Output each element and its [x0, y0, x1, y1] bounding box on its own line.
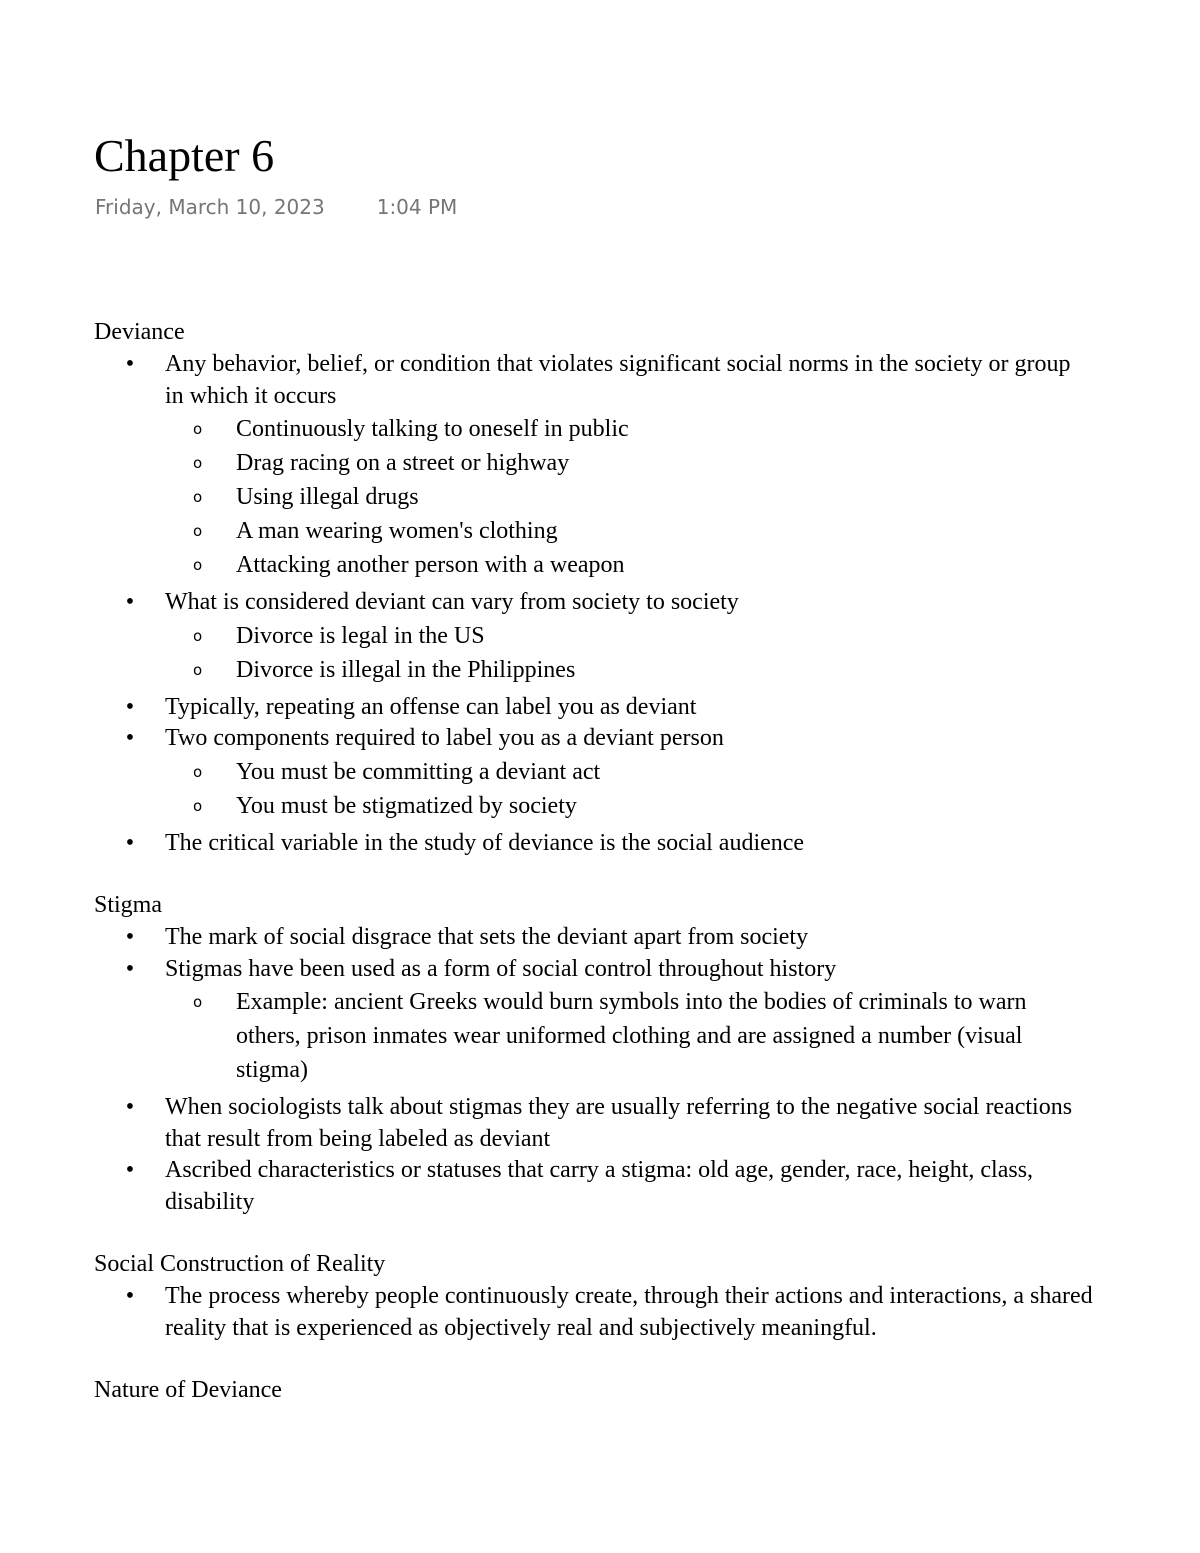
bullet-icon: •: [125, 589, 135, 615]
bullet-icon: •: [125, 829, 135, 856]
sub-list-item-text: A man wearing women's clothing: [236, 518, 558, 544]
sub-list-item: [165, 548, 1094, 582]
sub-bullet-list: [165, 412, 1094, 582]
sub-list-item: [165, 514, 1094, 548]
note-body: [94, 316, 1094, 1437]
sub-list-item-text: You must be stigmatized by society: [236, 792, 577, 819]
bullet-list: [94, 922, 1094, 1218]
sub-bullet-list: [165, 755, 1094, 823]
circle-bullet-icon: o: [193, 762, 203, 781]
list-item: [94, 349, 1094, 582]
sub-list-item-text: Divorce is illegal in the Philippines: [236, 656, 576, 683]
section-heading: Stigma: [94, 892, 163, 918]
page-title: Chapter 6: [94, 130, 275, 181]
bullet-icon: •: [125, 1283, 135, 1309]
list-item: [94, 692, 1094, 724]
circle-bullet-icon: o: [193, 796, 203, 815]
list-item-text: Two components required to label you as a deviant person: [165, 725, 724, 751]
section-stigma: [94, 889, 1094, 1218]
list-item-text: When sociologists talk about stigmas they are usually referring to the negative social reactions that result from being labeled as deviant: [165, 1094, 1073, 1152]
list-item-text: Stigmas have been used as a form of social control throughout history: [165, 955, 837, 982]
sub-list-item-text: Attacking another person with a weapon: [236, 552, 625, 578]
bullet-list: [94, 1281, 1094, 1344]
list-item-text: Ascribed characteristics or statuses that carry a stigma: old age, gender, race, height, class, disability: [165, 1157, 1034, 1215]
section-heading: Social Construction of Reality: [94, 1251, 386, 1277]
sub-list-item-text: Using illegal drugs: [236, 484, 419, 510]
list-item-text: Typically, repeating an offense can label you as deviant: [165, 693, 697, 720]
bullet-icon: •: [125, 693, 135, 720]
sub-list-item: [165, 653, 1094, 687]
bullet-icon: •: [125, 955, 135, 982]
section-heading: Deviance: [94, 319, 185, 345]
bullet-icon: •: [125, 924, 135, 950]
section-nature-of-deviance: [94, 1374, 1094, 1407]
sub-bullet-list: [165, 619, 1094, 687]
sub-list-item: [165, 985, 1094, 1087]
section-deviance: [94, 316, 1094, 859]
list-item-text: The process whereby people continuously create, through their actions and interactions, a shared reality that is experienced as objectively real and subjectively meaningful.: [165, 1283, 1093, 1341]
circle-bullet-icon: o: [193, 660, 203, 679]
bullet-icon: •: [125, 351, 135, 377]
sub-list-item: [165, 755, 1094, 789]
sub-list-item: [165, 789, 1094, 823]
sub-list-item-text: You must be committing a deviant act: [236, 758, 601, 785]
sub-bullet-list: [165, 985, 1094, 1087]
bullet-icon: •: [125, 1157, 135, 1183]
list-item: [94, 723, 1094, 823]
list-item: [94, 922, 1094, 954]
list-item: [94, 1155, 1094, 1218]
list-item-text: Any behavior, belief, or condition that violates significant social norms in the society or group in which it occurs: [165, 351, 1071, 409]
circle-bullet-icon: o: [193, 488, 203, 506]
bullet-list: [94, 349, 1094, 859]
sub-list-item: [165, 480, 1094, 514]
list-item: [94, 828, 1094, 860]
circle-bullet-icon: o: [193, 626, 203, 645]
sub-list-item: [165, 412, 1094, 446]
bullet-icon: •: [125, 1094, 135, 1120]
sub-list-item-text: Example: ancient Greeks would burn symbols into the bodies of criminals to warn others, prison inmates wear uniformed clothing and are assigned a number (visual stigma): [236, 989, 1027, 1083]
list-item-text: The critical variable in the study of deviance is the social audience: [165, 829, 805, 856]
list-item: [94, 1281, 1094, 1344]
sub-list-item-text: Continuously talking to oneself in public: [236, 416, 629, 442]
sub-list-item: [165, 619, 1094, 653]
circle-bullet-icon: o: [193, 454, 203, 472]
sub-list-item: [165, 446, 1094, 480]
list-item: [94, 954, 1094, 1088]
page-time: 1:04 PM: [376, 195, 458, 219]
list-item-text: What is considered deviant can vary from society to society: [165, 589, 739, 615]
circle-bullet-icon: o: [193, 420, 203, 438]
section-heading: Nature of Deviance: [94, 1377, 282, 1403]
circle-bullet-icon: o: [193, 522, 203, 540]
page-timestamp: [95, 193, 457, 221]
circle-bullet-icon: o: [193, 556, 203, 574]
list-item: [94, 1092, 1094, 1155]
list-item: [94, 587, 1094, 687]
bullet-icon: •: [125, 725, 135, 751]
list-item-text: The mark of social disgrace that sets the deviant apart from society: [165, 924, 809, 950]
section-social-construction-of-reality: [94, 1248, 1094, 1344]
sub-list-item-text: Divorce is legal in the US: [236, 622, 485, 649]
sub-list-item-text: Drag racing on a street or highway: [236, 450, 570, 476]
page-date: Friday, March 10, 2023: [95, 195, 325, 219]
circle-bullet-icon: o: [193, 993, 203, 1011]
